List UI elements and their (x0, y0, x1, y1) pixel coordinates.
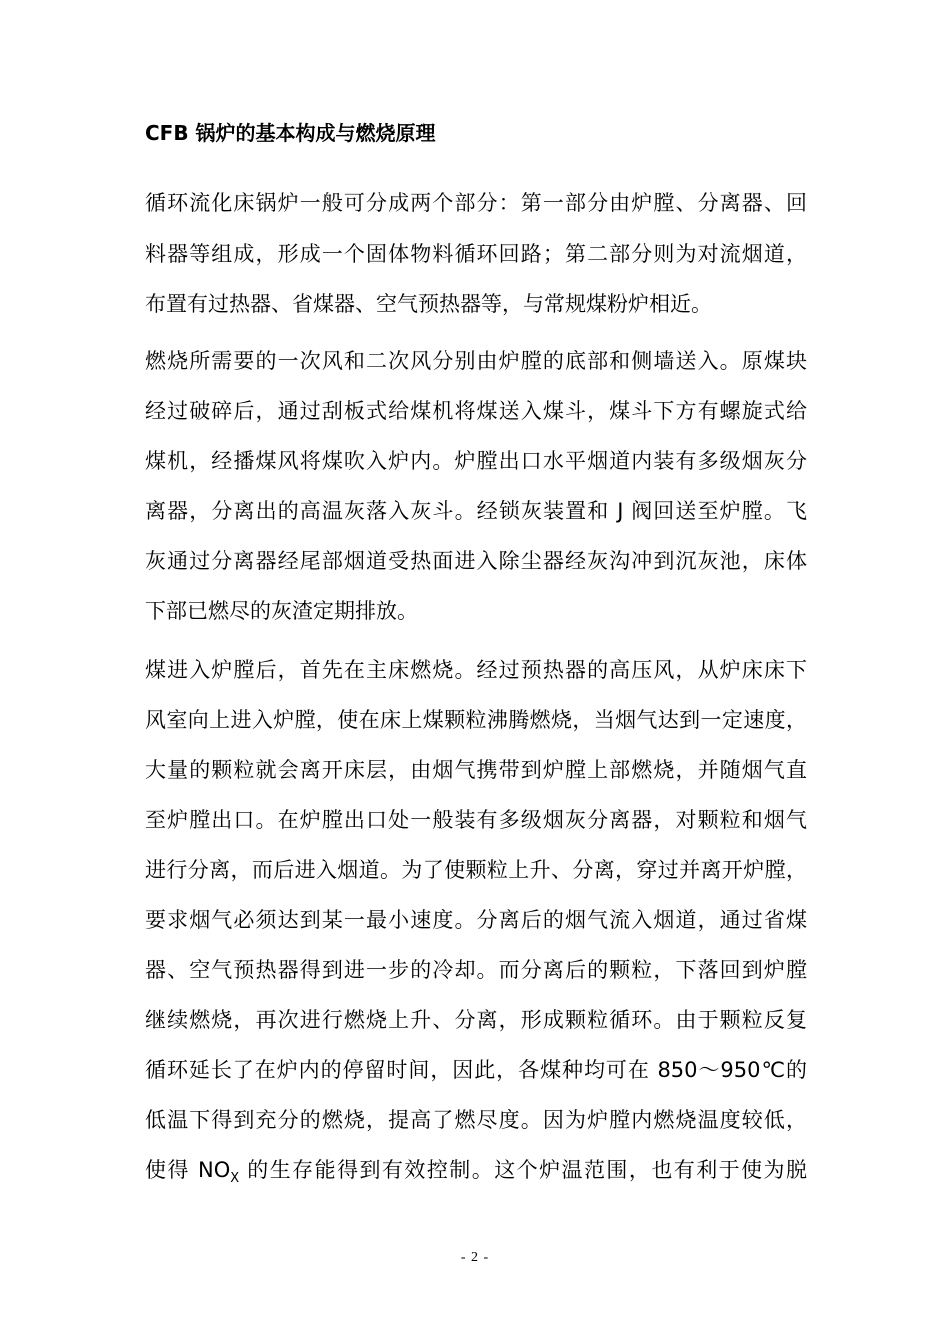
paragraph-line: 循环流化床锅炉一般可分成两个部分：第一部分由炉膛、分离器、回 (145, 191, 807, 215)
paragraph-line: 煤机，经播煤风将煤吹入炉内。炉膛出口水平烟道内装有多级烟灰分 (145, 449, 807, 473)
paragraph-line: 下部已燃尽的灰渣定期排放。 (145, 599, 418, 623)
line-text-before-subscript: 使得 NO (145, 1158, 231, 1182)
paragraph-line: 至炉膛出口。在炉膛出口处一般装有多级烟灰分离器，对颗粒和烟气 (145, 808, 807, 832)
paragraph-line: 煤进入炉膛后，首先在主床燃烧。经过预热器的高压风，从炉床床下 (145, 658, 807, 682)
paragraph-line: 灰通过分离器经尾部烟道受热面进入除尘器经灰沟冲到沉灰池，床体 (145, 549, 807, 573)
paragraph-line: 要求烟气必须达到某一最小速度。分离后的烟气流入烟道，通过省煤 (145, 908, 807, 932)
page-number: - 2 - (460, 1250, 490, 1265)
paragraph-line: 燃烧所需要的一次风和二次风分别由炉膛的底部和侧墙送入。原煤块 (145, 349, 807, 373)
paragraph-line: 器、空气预热器得到进一步的冷却。而分离后的颗粒，下落回到炉膛 (145, 958, 807, 982)
line-text-after-subscript: 的生存能得到有效控制。这个炉温范围，也有利于使为脱 (239, 1158, 807, 1182)
paragraph-line: 大量的颗粒就会离开床层，由烟气携带到炉膛上部燃烧，并随烟气直 (145, 758, 807, 782)
paragraph-line: 料器等组成，形成一个固体物料循环回路；第二部分则为对流烟道， (145, 242, 807, 266)
paragraph-line: 离器，分离出的高温灰落入灰斗。经锁灰装置和 J 阀回送至炉膛。飞 (145, 499, 807, 523)
paragraph-line: 进行分离，而后进入烟道。为了使颗粒上升、分离，穿过并离开炉膛， (145, 858, 807, 882)
paragraph-line: 循环延长了在炉内的停留时间，因此，各煤种均可在 850～950℃的 (145, 1058, 807, 1082)
paragraph-line: 继续燃烧，再次进行燃烧上升、分离，形成颗粒循环。由于颗粒反复 (145, 1008, 807, 1032)
subscript-x: X (230, 1171, 240, 1186)
paragraph-line: 经过破碎后，通过刮板式给煤机将煤送入煤斗，煤斗下方有螺旋式给 (145, 399, 807, 423)
paragraph-line: 风室向上进入炉膛，使在床上煤颗粒沸腾燃烧，当烟气达到一定速度， (145, 708, 807, 732)
paragraph-line: 布置有过热器、省煤器、空气预热器等，与常规煤粉炉相近。 (145, 292, 712, 316)
paragraph-line: 低温下得到充分的燃烧，提高了燃尽度。因为炉膛内燃烧温度较低， (145, 1108, 807, 1132)
paragraph-line-with-subscript (145, 1155, 807, 1185)
document-title: CFB 锅炉的基本构成与燃烧原理 (145, 121, 436, 145)
